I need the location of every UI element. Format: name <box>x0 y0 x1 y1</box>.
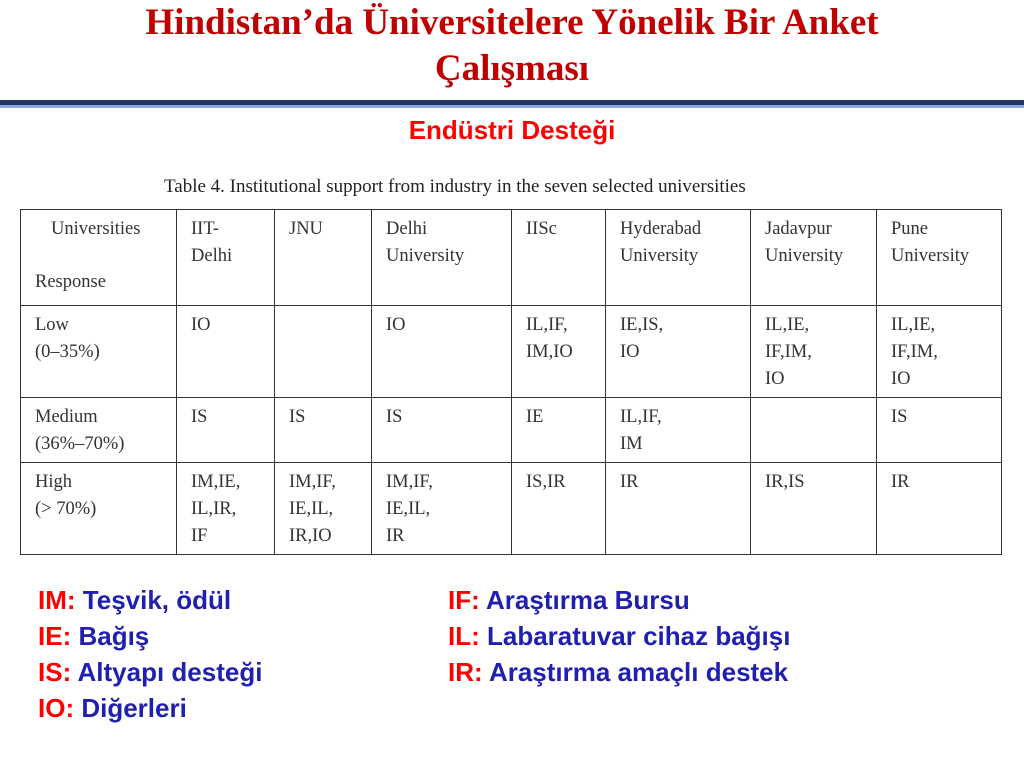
row-label-line: (36%–70%) <box>35 434 125 454</box>
cell-line: IO <box>765 369 785 389</box>
cell-line: IL,IR, <box>191 499 237 519</box>
table-cell <box>877 463 1002 555</box>
legend-desc: Teşvik, ödül <box>82 585 232 615</box>
column-header <box>877 210 1002 306</box>
legend-item <box>38 582 262 618</box>
cell-line: IM,IE, <box>191 472 241 492</box>
column-header-line: Jadavpur <box>765 219 832 239</box>
cell-line: IO <box>386 315 406 335</box>
cell-line: IF,IM, <box>765 342 812 362</box>
table-cell <box>372 398 512 463</box>
cell-line: IM,IO <box>526 342 573 362</box>
legend-desc: Araştırma amaçlı destek <box>488 657 789 687</box>
cell-line: IE,IL, <box>289 499 334 519</box>
table-cell <box>877 398 1002 463</box>
table-header-row <box>21 210 1002 306</box>
table-row-medium <box>21 398 1002 463</box>
cell-line: IR,IO <box>289 526 332 546</box>
cell-line: IL,IE, <box>891 315 936 335</box>
cell-line: IM,IF, <box>386 472 433 492</box>
table-cell <box>177 398 275 463</box>
table-cell <box>372 306 512 398</box>
title-divider-accent <box>0 105 1024 108</box>
legend-desc: Altyapı desteği <box>77 657 263 687</box>
cell-line: IO <box>891 369 911 389</box>
cell-line: IO <box>620 342 640 362</box>
column-header <box>606 210 751 306</box>
column-header <box>512 210 606 306</box>
cell-line: IS <box>191 407 208 427</box>
table-cell <box>877 306 1002 398</box>
legend-desc: Bağış <box>78 621 150 651</box>
table-row-low <box>21 306 1002 398</box>
cell-line: IE,IS, <box>620 315 664 335</box>
row-label-line: High <box>35 472 72 492</box>
legend-item <box>448 618 790 654</box>
table-cell <box>751 463 877 555</box>
legend-item <box>38 654 262 690</box>
column-header-line: University <box>891 246 970 266</box>
legend-left <box>38 582 262 726</box>
cell-line: IL,IE, <box>765 315 810 335</box>
table-cell <box>275 463 372 555</box>
cell-line: IS <box>386 407 403 427</box>
column-header <box>751 210 877 306</box>
column-header-line: Pune <box>891 219 928 239</box>
legend-right <box>448 582 790 690</box>
row-label-line: Low <box>35 315 69 335</box>
row-label-line: Medium <box>35 407 98 427</box>
row-label <box>21 463 177 555</box>
cell-line: IS,IR <box>526 472 566 492</box>
cell-line: IR <box>386 526 405 546</box>
table-caption: Table 4. Institutional support from industry in the seven selected universities <box>164 176 746 197</box>
legend-item <box>38 690 262 726</box>
industry-support-table <box>20 209 1002 555</box>
table-cell <box>275 306 372 398</box>
column-header-line: University <box>386 246 465 266</box>
column-header-line: Delhi <box>386 219 428 239</box>
cell-line: IO <box>191 315 211 335</box>
table-cell <box>177 463 275 555</box>
table-cell <box>751 398 877 463</box>
table-cell <box>606 306 751 398</box>
cell-line: IS <box>891 407 908 427</box>
legend-code: IS: <box>38 657 72 687</box>
column-header-line: JNU <box>289 219 323 239</box>
column-header-line: University <box>620 246 699 266</box>
legend-item <box>38 618 262 654</box>
table-cell <box>606 463 751 555</box>
table-cell <box>512 398 606 463</box>
corner-response-label: Response <box>35 272 106 292</box>
table-cell <box>512 306 606 398</box>
cell-line: IF,IM, <box>891 342 938 362</box>
cell-line: IL,IF, <box>620 407 662 427</box>
table-cell <box>372 463 512 555</box>
cell-line: IM <box>620 434 643 454</box>
legend-code: IO: <box>38 693 75 723</box>
slide-subtitle: Endüstri Desteği <box>408 115 616 145</box>
column-header <box>177 210 275 306</box>
cell-line: IE <box>526 407 544 427</box>
table-cell <box>606 398 751 463</box>
cell-line: IR,IS <box>765 472 805 492</box>
column-header-line: IISc <box>526 219 557 239</box>
legend-desc: Diğerleri <box>81 693 187 723</box>
legend-code: IL: <box>448 621 480 651</box>
legend-code: IM: <box>38 585 76 615</box>
slide-title <box>0 0 1024 92</box>
row-label-line: (0–35%) <box>35 342 100 362</box>
row-label-line: (> 70%) <box>35 499 97 519</box>
table-cell <box>751 306 877 398</box>
slide-title-line-2: Çalışması <box>434 48 590 89</box>
row-label <box>21 398 177 463</box>
column-header <box>372 210 512 306</box>
slide-title-line-1: Hindistan’da Üniversitelere Yönelik Bir Anket <box>145 2 879 43</box>
table-cell <box>177 306 275 398</box>
table-row-high <box>21 463 1002 555</box>
table-corner-cell <box>21 210 177 306</box>
legend-item <box>448 654 790 690</box>
cell-line: IR <box>891 472 910 492</box>
legend-code: IF: <box>448 585 480 615</box>
cell-line: IS <box>289 407 306 427</box>
cell-line: IF <box>191 526 208 546</box>
column-header-line: Delhi <box>191 246 233 266</box>
column-header <box>275 210 372 306</box>
legend-desc: Araştırma Bursu <box>486 585 690 615</box>
legend-desc: Labaratuvar cihaz bağışı <box>487 621 791 651</box>
legend-code: IR: <box>448 657 483 687</box>
cell-line: IR <box>620 472 639 492</box>
legend-code: IE: <box>38 621 72 651</box>
cell-line: IE,IL, <box>386 499 431 519</box>
legend-item <box>448 582 790 618</box>
cell-line: IL,IF, <box>526 315 568 335</box>
corner-universities-label: Universities <box>51 219 141 239</box>
cell-line: IM,IF, <box>289 472 336 492</box>
column-header-line: IIT- <box>191 219 220 239</box>
table-cell <box>512 463 606 555</box>
column-header-line: Hyderabad <box>620 219 702 239</box>
row-label <box>21 306 177 398</box>
table-cell <box>275 398 372 463</box>
column-header-line: University <box>765 246 844 266</box>
